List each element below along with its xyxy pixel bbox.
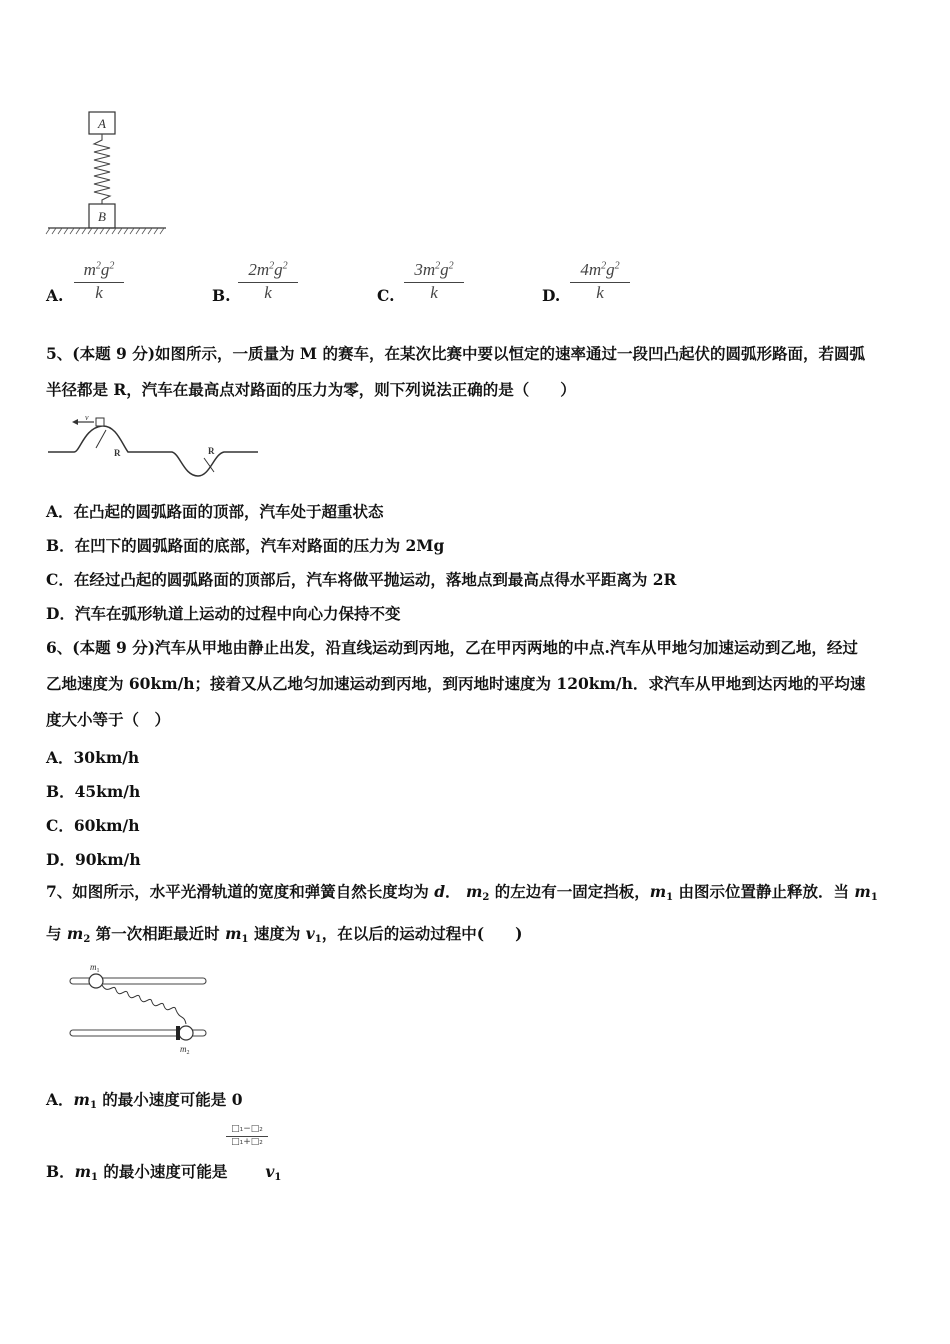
q7-option-a[interactable]: A．$m_1$ 的最小速度可能是 0: [46, 1090, 243, 1111]
q5-stem: [46, 336, 908, 408]
velocity-label: v: [85, 414, 89, 422]
q6-option-b[interactable]: B．45km/h: [46, 782, 141, 801]
m2-figure-label: $m_2$: [180, 1044, 190, 1056]
q5-option-d[interactable]: D．汽车在弧形轨道上运动的过程中向心力保持不变: [46, 604, 401, 623]
q4-option-a-formula[interactable]: $m^2g^2$ k: [74, 260, 124, 303]
q4-option-a-letter[interactable]: A.: [46, 286, 64, 305]
q6-stem: [46, 630, 908, 738]
radius-label-2: R: [208, 446, 215, 456]
spring-blocks-figure: [44, 106, 174, 240]
q5-option-c[interactable]: C．在经过凸起的圆弧路面的顶部后，汽车将做平抛运动，落地点到最高点得水平距离为 2R: [46, 570, 677, 589]
q4-option-b-letter[interactable]: B.: [212, 286, 231, 305]
q6-option-d[interactable]: D．90km/h: [46, 850, 141, 869]
q6-option-c[interactable]: C．60km/h: [46, 816, 140, 835]
radius-label-1: R: [114, 448, 121, 458]
q4-option-b-formula[interactable]: $2m^2g^2$ k: [238, 260, 298, 303]
q6-option-a[interactable]: A．30km/h: [46, 748, 140, 767]
q4-option-c-formula[interactable]: $3m^2g^2$ k: [404, 260, 464, 303]
q4-option-d-letter[interactable]: D.: [542, 286, 561, 305]
q7-option-b[interactable]: B．$m_1$ 的最小速度可能是 $v_1$: [46, 1162, 282, 1183]
q6-stem-line3: 度大小等于（ ）: [46, 710, 171, 729]
box-a-label: A: [98, 116, 106, 131]
q7-stem: [46, 874, 908, 958]
q5-stem-line1: 5、(本题 9 分)如图所示，一质量为 M 的赛车，在某次比赛中要以恒定的速率通过一段凹凸起伏的圆弧形路面，若圆弧: [46, 344, 865, 363]
q5-option-b[interactable]: B．在凹下的圆弧路面的底部，汽车对路面的压力为 2Mg: [46, 536, 445, 555]
q4-option-c-letter[interactable]: C.: [377, 286, 395, 305]
q5-option-a[interactable]: A．在凸起的圆弧路面的顶部，汽车处于超重状态: [46, 502, 384, 521]
q7-stem-line2: 与 $m_2$ 第一次相距最近时 $m_1$ 速度为 $v_1$，在以后的运动过程中( ): [46, 924, 523, 945]
q4-option-d-formula[interactable]: $4m^2g^2$ k: [570, 260, 630, 303]
box-b-label: B: [98, 209, 106, 224]
q7-option-b-fraction: □₁−□₂ □₁+□₂: [226, 1124, 268, 1147]
q7-stem-line1: 7、如图所示，水平光滑轨道的宽度和弹簧自然长度均为 d． $m_2$ 的左边有一固定挡板，$m_1$ 由图示位置静止释放．当 $m_1$: [46, 882, 878, 903]
rails-spring-figure: [66, 958, 216, 1058]
wavy-road-figure: [44, 414, 264, 484]
q5-stem-line2: 半径都是 R，汽车在最高点对路面的压力为零，则下列说法正确的是（ ）: [46, 380, 576, 399]
m1-figure-label: $m_1$: [90, 962, 100, 974]
q6-stem-line2: 乙地速度为 60km/h；接着又从乙地匀加速运动到丙地，到丙地时速度为 120km/h．求汽车从甲地到达丙地的平均速: [46, 674, 866, 693]
q6-stem-line1: 6、(本题 9 分)汽车从甲地由静止出发，沿直线运动到丙地，乙在甲丙两地的中点.汽车从甲地匀加速运动到乙地，经过: [46, 638, 858, 657]
